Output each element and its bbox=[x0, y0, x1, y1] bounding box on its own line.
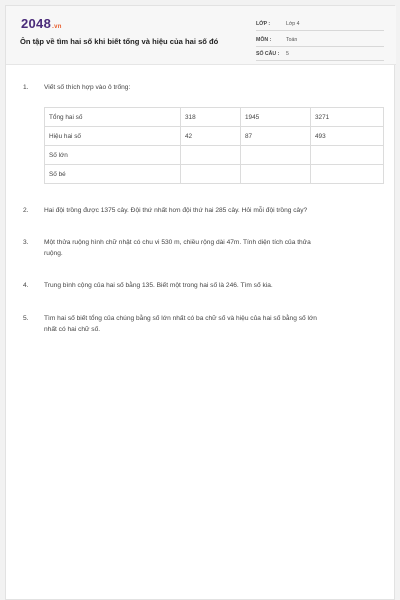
answer-input-cell[interactable] bbox=[181, 165, 241, 184]
table-cell: 42 bbox=[181, 127, 241, 146]
meta-subject-value: Toán bbox=[286, 37, 298, 43]
question-text: Một thửa ruộng hình chữ nhật có chu vi 530 m, chiều rộng dài 47m. Tính diện tích của thửa bbox=[44, 239, 311, 246]
question-2 bbox=[23, 205, 383, 216]
question-number: 2. bbox=[23, 207, 29, 214]
table-cell: 87 bbox=[241, 127, 311, 146]
answer-input-cell[interactable] bbox=[311, 165, 384, 184]
meta-question-count-label: SỐ CÂU : bbox=[256, 51, 280, 57]
table-cell: Tổng hai số bbox=[45, 108, 181, 127]
meta-question-count-value: 5 bbox=[286, 51, 289, 57]
meta-subject-label: MÔN : bbox=[256, 37, 272, 43]
brand-suffix: .vn bbox=[52, 24, 62, 30]
meta-subject bbox=[256, 34, 384, 47]
question-4 bbox=[23, 280, 383, 291]
table-cell: 3271 bbox=[311, 108, 384, 127]
question-1 bbox=[23, 82, 383, 93]
answer-table bbox=[44, 107, 384, 184]
answer-input-cell[interactable] bbox=[241, 165, 311, 184]
meta-grade-value: Lớp 4 bbox=[286, 21, 300, 27]
meta-question-count bbox=[256, 48, 384, 61]
meta-grade bbox=[256, 18, 384, 31]
question-text: Tìm hai số biết tổng của chúng bằng số lớn nhất có ba chữ số và hiệu của hai số bằng số lớn bbox=[44, 315, 317, 322]
answer-input-cell[interactable] bbox=[181, 146, 241, 165]
question-number: 4. bbox=[23, 282, 29, 289]
table-cell: Hiệu hai số bbox=[45, 127, 181, 146]
answer-input-cell[interactable] bbox=[311, 146, 384, 165]
question-text: Hai đội trồng được 1375 cây. Đội thứ nhất hơn đội thứ hai 285 cây. Hỏi mỗi đội trồng cây? bbox=[44, 207, 308, 214]
table-row bbox=[45, 165, 384, 184]
table-cell: Số lớn bbox=[45, 146, 181, 165]
table-row bbox=[45, 108, 384, 127]
table-cell: 1945 bbox=[241, 108, 311, 127]
question-number: 3. bbox=[23, 239, 29, 246]
question-number: 5. bbox=[23, 315, 29, 322]
question-5 bbox=[23, 313, 383, 335]
question-text: ruộng. bbox=[44, 250, 63, 257]
worksheet-title: Ôn tập về tìm hai số khi biết tổng và hiệu của hai số đó bbox=[20, 37, 219, 46]
question-number: 1. bbox=[23, 84, 29, 91]
worksheet-page bbox=[5, 5, 395, 600]
question-3 bbox=[23, 237, 383, 259]
table-cell: 493 bbox=[311, 127, 384, 146]
question-text: Viết số thích hợp vào ô trống: bbox=[44, 84, 131, 91]
worksheet-header bbox=[6, 6, 396, 65]
table-row bbox=[45, 146, 384, 165]
question-text: Trung bình cộng của hai số bằng 135. Biết một trong hai số là 246. Tìm số kia. bbox=[44, 282, 273, 289]
meta-grade-label: LỚP : bbox=[256, 21, 271, 27]
table-row bbox=[45, 127, 384, 146]
brand-logo bbox=[21, 16, 62, 31]
brand-name: 2048 bbox=[21, 16, 52, 31]
table-cell: Số bé bbox=[45, 165, 181, 184]
question-text: nhất có hai chữ số. bbox=[44, 326, 101, 333]
answer-input-cell[interactable] bbox=[241, 146, 311, 165]
table-cell: 318 bbox=[181, 108, 241, 127]
